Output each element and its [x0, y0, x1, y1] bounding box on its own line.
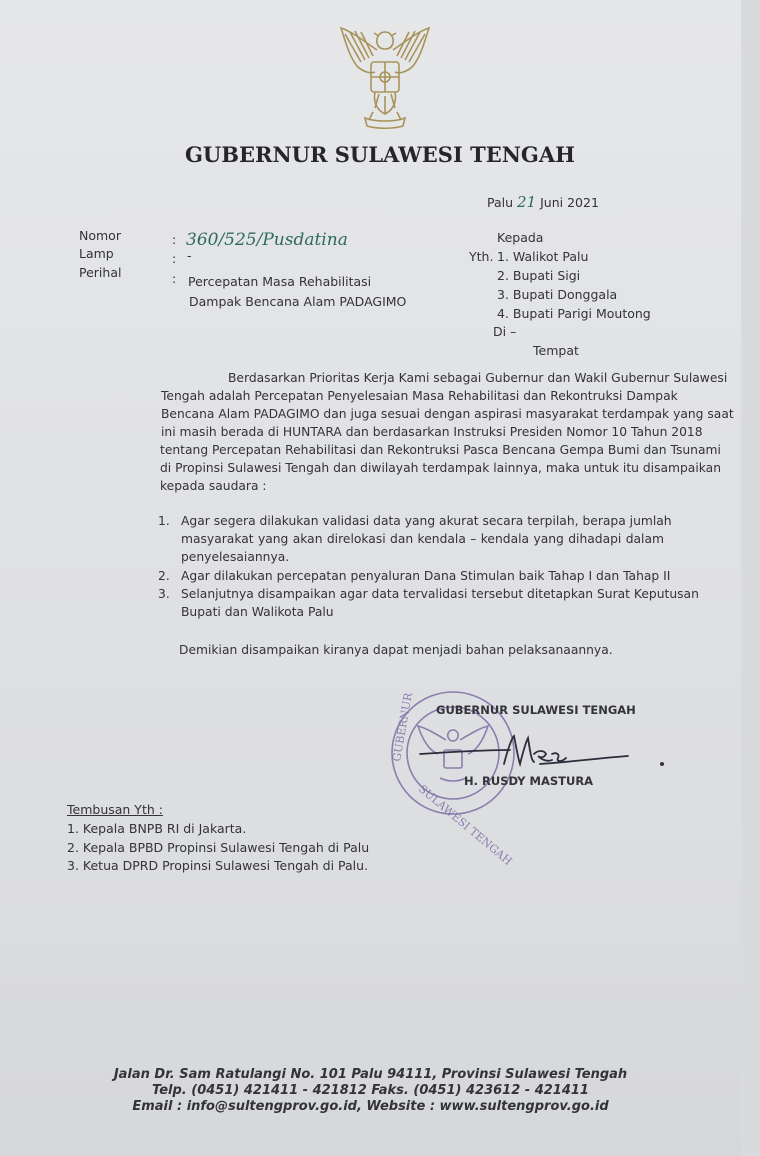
letterhead-title: GUBERNUR SULAWESI TENGAH: [184, 142, 575, 167]
point-number: 3.: [158, 587, 170, 601]
recipient-yth: Yth.: [469, 249, 494, 264]
signature-office: GUBERNUR SULAWESI TENGAH: [436, 703, 636, 717]
lamp-value: -: [187, 248, 192, 263]
perihal-line-2: Dampak Bencana Alam PADAGIMO: [189, 294, 407, 309]
date-month-year: Juni 2021: [540, 195, 599, 210]
recipient-item: 1. Walikot Palu: [497, 249, 589, 264]
body-paragraph-line: tentang Percepatan Rehabilitasi dan Rekontruksi Pasca Bencana Gempa Bumi dan Tsunami: [160, 443, 721, 457]
closing-sentence: Demikian disampaikan kiranya dapat menjadi bahan pelaksanaannya.: [179, 643, 613, 657]
perihal-colon: :: [172, 271, 177, 286]
point-number: 1.: [158, 514, 170, 528]
body-paragraph-line: di Propinsi Sulawesi Tengah dan diwilayah terdampak lainnya, maka untuk itu disampaikan: [160, 461, 721, 475]
garuda-emblem-icon: [335, 22, 435, 134]
footer-email[interactable]: info@sultengprov.go.id: [186, 1099, 357, 1114]
recipient-item: 4. Bupati Parigi Moutong: [497, 306, 651, 321]
footer-email-label: Email :: [132, 1099, 183, 1114]
footer-website[interactable]: www.sultengprov.go.id: [439, 1099, 609, 1114]
nomor-label: Nomor: [79, 228, 121, 243]
signatory-name: H. RUSDY MASTURA: [464, 774, 594, 788]
perihal-line-1: Percepatan Masa Rehabilitasi: [188, 274, 372, 289]
date-day-handwritten: 21: [517, 193, 537, 211]
nomor-value-handwritten: 360/525/Pusdatina: [186, 230, 348, 250]
footer-phone: Telp. (0451) 421411 - 421812 Faks. (0451) 423612 - 421411: [152, 1083, 589, 1098]
recipient-item: 2. Bupati Sigi: [497, 268, 581, 283]
point-line: Agar dilakukan percepatan penyaluran Dana Stimulan baik Tahap I dan Tahap II: [181, 569, 671, 583]
point-number: 2.: [158, 569, 170, 583]
point-line: masyarakat yang akan direlokasi dan kendala – kendala yang dihadapi dalam: [181, 532, 664, 546]
perihal-label: Perihal: [79, 265, 122, 280]
footer-address: Jalan Dr. Sam Ratulangi No. 101 Palu 94111, Provinsi Sulawesi Tengah: [113, 1067, 628, 1082]
svg-text:GUBERNUR: GUBERNUR: [390, 691, 416, 763]
nomor-colon: :: [172, 232, 177, 247]
recipient-kepada: Kepada: [497, 230, 544, 245]
lamp-colon: :: [172, 251, 177, 266]
tembusan-item: 2. Kepala BPBD Propinsi Sulawesi Tengah di Palu: [67, 840, 370, 855]
recipient-tempat: Tempat: [533, 343, 579, 358]
svg-text:SULAWESI TENGAH: SULAWESI TENGAH: [416, 782, 515, 868]
tembusan-item: 3. Ketua DPRD Propinsi Sulawesi Tengah di Palu.: [67, 858, 369, 873]
body-paragraph-line: ini masih berada di HUNTARA dan berdasarkan Instruksi Presiden Nomor 10 Tahun 2018: [161, 425, 703, 439]
footer-contact: [0, 1099, 741, 1114]
tembusan-title: Tembusan Yth :: [67, 802, 163, 817]
tembusan-item: 1. Kepala BNPB RI di Jakarta.: [67, 821, 247, 836]
point-line: penyelesaiannya.: [181, 550, 290, 564]
point-line: Agar segera dilakukan validasi data yang akurat secara terpilah, berapa jumlah: [181, 514, 672, 528]
body-paragraph-line: Bencana Alam PADAGIMO dan juga sesuai dengan aspirasi masyarakat terdampak yang saat: [161, 407, 734, 421]
body-paragraph-line: kepada saudara :: [160, 479, 267, 493]
body-paragraph-line: Tengah adalah Percepatan Penyelesaian Masa Rehabilitasi dan Rekontruksi Dampak: [161, 389, 678, 403]
footer-website-label: , Website :: [356, 1099, 436, 1114]
body-paragraph-line: Berdasarkan Prioritas Kerja Kami sebagai Gubernur dan Wakil Gubernur Sulawesi: [228, 371, 728, 385]
ink-dot: [660, 762, 664, 766]
date-place: Palu: [487, 195, 514, 210]
point-line: Bupati dan Walikota Palu: [181, 605, 334, 619]
point-line: Selanjutnya disampaikan agar data tervalidasi tersebut ditetapkan Surat Keputusan: [181, 587, 699, 601]
recipient-di: Di –: [493, 324, 517, 339]
letter-date: [487, 193, 599, 211]
lamp-label: Lamp: [79, 246, 114, 261]
recipient-item: 3. Bupati Donggala: [497, 287, 618, 302]
